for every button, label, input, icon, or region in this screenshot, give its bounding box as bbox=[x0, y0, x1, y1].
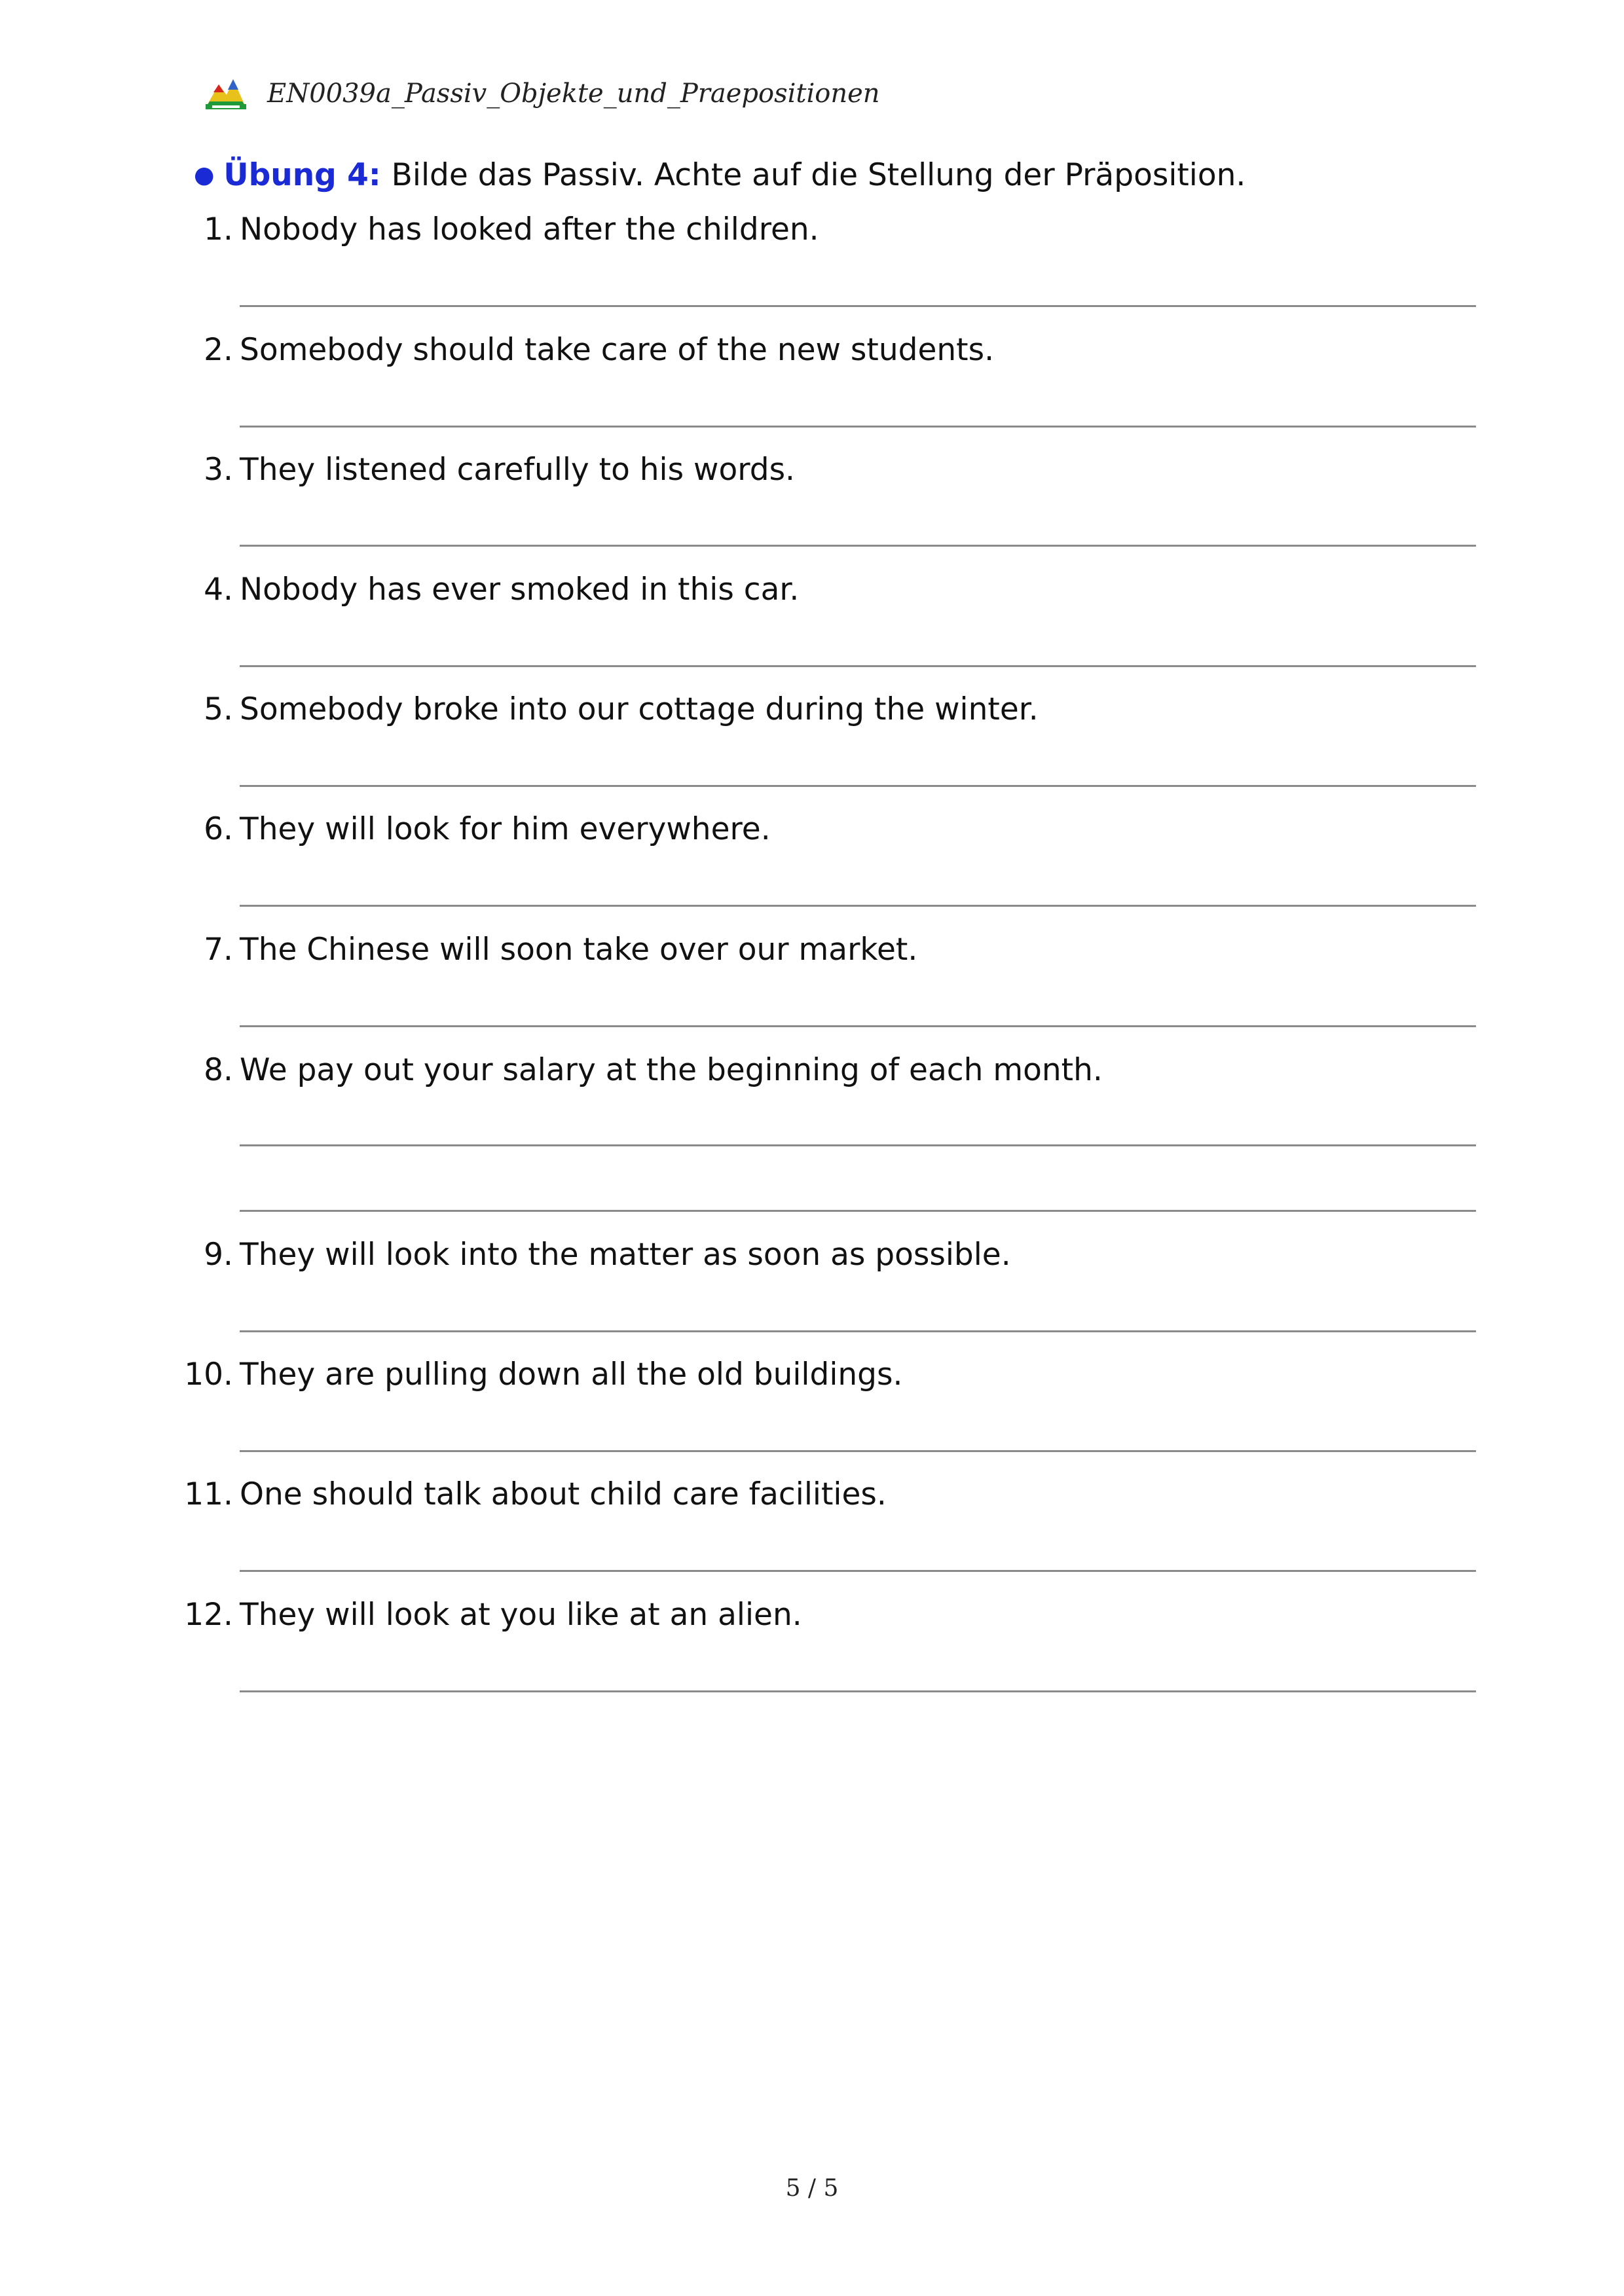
exercise-sentence: They are pulling down all the old buildings. bbox=[240, 1357, 903, 1393]
exercise-sentence: We pay out your salary at the beginning of each month. bbox=[240, 1052, 1103, 1088]
exercise-sentence: The Chinese will soon take over our market. bbox=[240, 932, 918, 968]
exercise-number: 11. bbox=[184, 1476, 233, 1512]
answer-line[interactable] bbox=[240, 305, 1476, 307]
exercise-item bbox=[0, 807, 1624, 852]
answer-line[interactable] bbox=[240, 1025, 1476, 1027]
task-label: Übung 4: bbox=[223, 156, 381, 193]
exercise-sentence: Nobody has ever smoked in this car. bbox=[240, 572, 800, 608]
exercise-number: 7. bbox=[204, 932, 233, 968]
exercise-item bbox=[0, 207, 1624, 253]
task-instruction bbox=[194, 152, 1246, 198]
page-number: 5 / 5 bbox=[785, 2175, 839, 2202]
exercise-item bbox=[0, 1352, 1624, 1398]
exercise-item bbox=[0, 1048, 1624, 1093]
bullet-icon: ● bbox=[194, 161, 215, 189]
answer-line[interactable] bbox=[240, 785, 1476, 787]
answer-line[interactable] bbox=[240, 1144, 1476, 1146]
document-title: EN0039a_Passiv_Objekte_und_Praepositionen bbox=[267, 79, 880, 109]
task-text: Bilde das Passiv. Achte auf die Stellung der Präposition. bbox=[391, 156, 1246, 193]
exercise-item bbox=[0, 1232, 1624, 1278]
answer-line[interactable] bbox=[240, 1570, 1476, 1572]
mountain-logo-icon bbox=[204, 75, 248, 112]
answer-line[interactable] bbox=[240, 545, 1476, 547]
exercise-item bbox=[0, 927, 1624, 973]
document-header bbox=[204, 71, 880, 117]
exercise-item bbox=[0, 1592, 1624, 1638]
exercise-number: 4. bbox=[204, 572, 233, 608]
answer-line[interactable] bbox=[240, 1450, 1476, 1452]
exercise-number: 6. bbox=[204, 811, 233, 847]
exercise-sentence: Nobody has looked after the children. bbox=[240, 211, 819, 247]
answer-line[interactable] bbox=[240, 1330, 1476, 1332]
exercise-number: 1. bbox=[204, 211, 233, 247]
exercise-sentence: Somebody broke into our cottage during the winter. bbox=[240, 691, 1039, 727]
answer-line[interactable] bbox=[240, 426, 1476, 428]
exercise-sentence: They will look for him everywhere. bbox=[240, 811, 771, 847]
exercise-number: 9. bbox=[204, 1237, 233, 1273]
exercise-number: 2. bbox=[204, 332, 233, 368]
exercise-item bbox=[0, 567, 1624, 613]
answer-line[interactable] bbox=[240, 665, 1476, 667]
exercise-item bbox=[0, 327, 1624, 373]
exercise-number: 8. bbox=[204, 1052, 233, 1088]
exercise-number: 12. bbox=[184, 1597, 233, 1633]
answer-line[interactable] bbox=[240, 905, 1476, 907]
exercise-number: 5. bbox=[204, 691, 233, 727]
exercise-sentence: They will look at you like at an alien. bbox=[240, 1597, 802, 1633]
exercise-sentence: They will look into the matter as soon as possible. bbox=[240, 1237, 1011, 1273]
exercise-sentence: One should talk about child care facilities. bbox=[240, 1476, 887, 1512]
exercise-item bbox=[0, 447, 1624, 493]
exercise-item bbox=[0, 1472, 1624, 1518]
exercise-item bbox=[0, 687, 1624, 733]
answer-line[interactable] bbox=[240, 1690, 1476, 1692]
exercise-number: 3. bbox=[204, 452, 233, 488]
answer-line[interactable] bbox=[240, 1210, 1476, 1212]
exercise-sentence: Somebody should take care of the new students. bbox=[240, 332, 995, 368]
exercise-number: 10. bbox=[184, 1357, 233, 1393]
exercise-sentence: They listened carefully to his words. bbox=[240, 452, 795, 488]
